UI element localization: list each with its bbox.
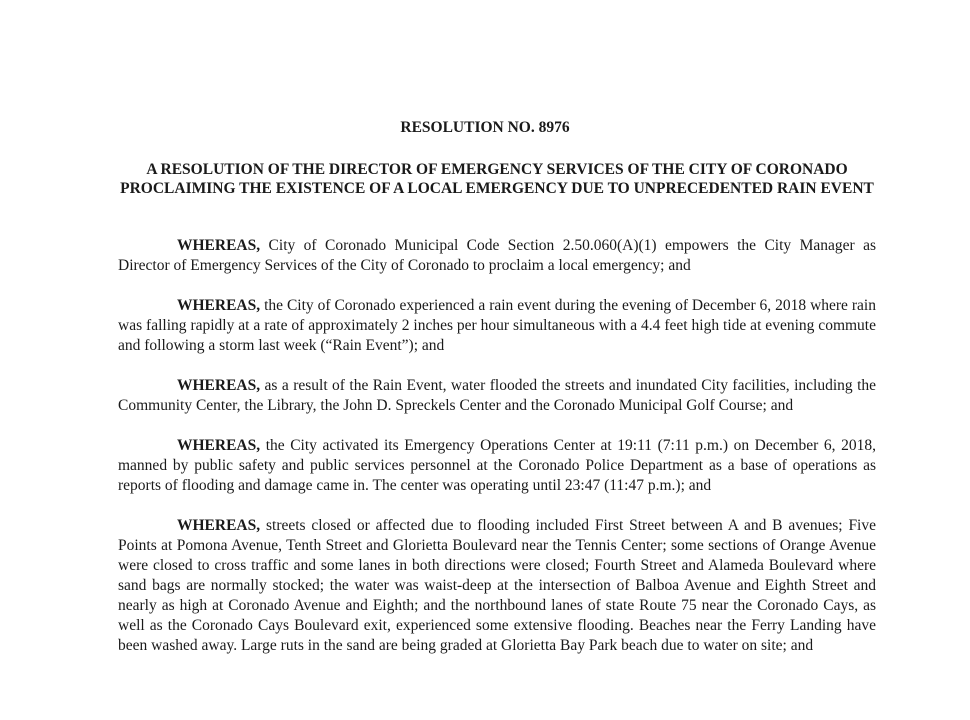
paragraph-text: streets closed or affected due to flooding included First Street between A and B avenues; Five Points at Pomona Avenue, Tenth Street and Glorietta Boulevard near the Tennis Center; some sections of Orange Avenue were closed to cross traffic and some lanes in both directions were closed; Fourth Street and Alameda Boulevard where sand bags are normally stocked; the water was waist-deep at the intersection of Balboa Avenue and Eighth Street and nearly as high at Coronado Avenue and Eighth; and the northbound lanes of state Route 75 near the Coronado Cays, as well as the Coronado Cays Boulevard exit, experienced some extensive flooding. Beaches near the Ferry Landing have been washed away. Large ruts in the sand are being graded at Glorietta Bay Park beach due to water on site; and xyxy=(118,517,876,654)
paragraph-lead: WHEREAS, xyxy=(177,437,261,454)
resolution-number: RESOLUTION NO. 8976 xyxy=(400,119,570,136)
whereas-paragraph-5 xyxy=(118,516,876,656)
paragraph-text: the City activated its Emergency Operations Center at 19:11 (7:11 p.m.) on December 6, 2018, manned by public safety and public services personnel at the Coronado Police Department as a base of operations as reports of flooding and damage came in. The center was operating until 23:47 (11:47 p.m.); and xyxy=(118,437,876,494)
paragraph-lead: WHEREAS, xyxy=(177,377,261,394)
paragraph-text: as a result of the Rain Event, water flooded the streets and inundated City facilities, including the Community Center, the Library, the John D. Spreckels Center and the Coronado Municipal Golf Course; and xyxy=(118,377,876,414)
whereas-paragraph-3 xyxy=(118,376,876,416)
paragraph-text: City of Coronado Municipal Code Section 2.50.060(A)(1) empowers the City Manager as Director of Emergency Services of the City of Coronado to proclaim a local emergency; and xyxy=(118,237,876,274)
document-body xyxy=(118,236,876,676)
whereas-paragraph-4 xyxy=(118,436,876,496)
whereas-paragraph-1 xyxy=(118,236,876,276)
paragraph-text: the City of Coronado experienced a rain event during the evening of December 6, 2018 where rain was falling rapidly at a rate of approximately 2 inches per hour simultaneous with a 4.4 feet high tide at evening commute and following a storm last week (“Rain Event”); and xyxy=(118,297,876,354)
paragraph-lead: WHEREAS, xyxy=(177,297,261,314)
paragraph-lead: WHEREAS, xyxy=(177,237,261,254)
paragraph-lead: WHEREAS, xyxy=(177,517,261,534)
resolution-title: A RESOLUTION OF THE DIRECTOR OF EMERGENCY SERVICES OF THE CITY OF CORONADO PROCLAIMING THE EXISTENCE OF A LOCAL EMERGENCY DUE TO UNPRECEDENTED RAIN EVENT xyxy=(120,161,874,197)
whereas-paragraph-2 xyxy=(118,296,876,356)
